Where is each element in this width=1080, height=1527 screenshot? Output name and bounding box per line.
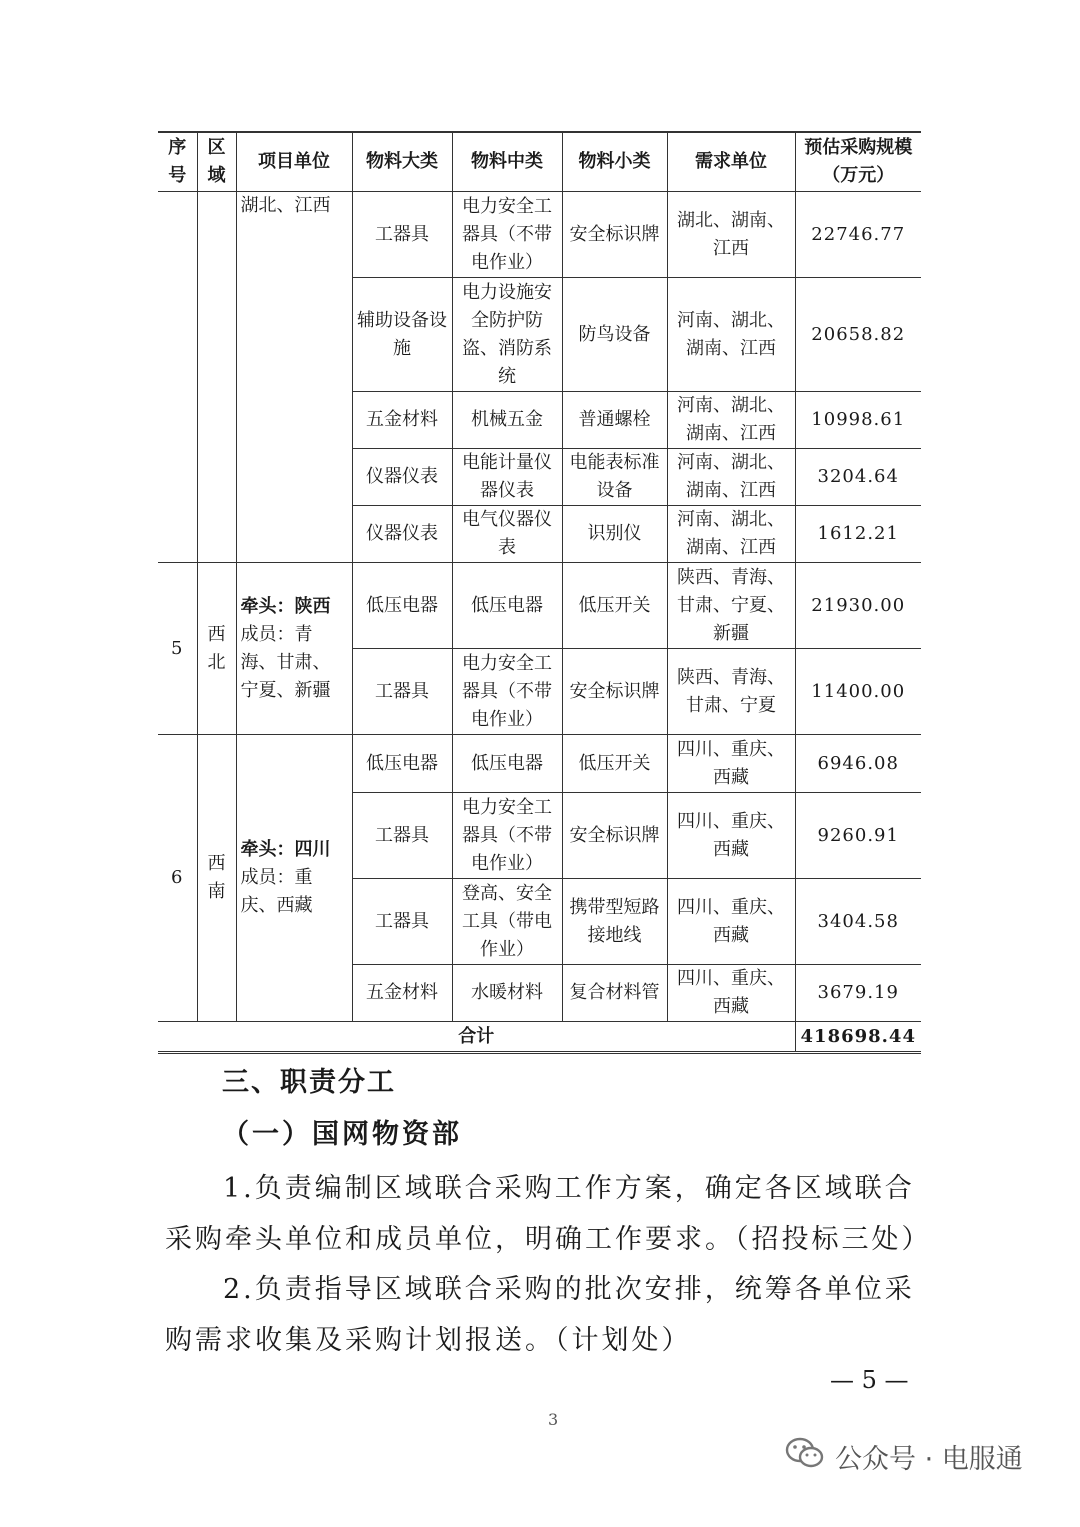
region-cell: 西南: [197, 735, 236, 1022]
small-cell: 电能表标准设备: [562, 449, 667, 506]
demand-cell: 陕西、青海、甘肃、宁夏: [667, 649, 795, 735]
header-cell: 物料大类: [352, 132, 452, 192]
small-cell: 携带型短路接地线: [562, 879, 667, 965]
small-cell: 低压开关: [562, 735, 667, 793]
seq-cell: 5: [158, 563, 197, 735]
cat-cell: 低压电器: [352, 735, 452, 793]
demand-cell: 河南、湖北、湖南、江西: [667, 506, 795, 563]
mid-cell: 电力设施安全防护防盗、消防系统: [452, 278, 562, 392]
wechat-icon: [785, 1436, 825, 1477]
demand-cell: 河南、湖北、湖南、江西: [667, 392, 795, 449]
cat-cell: 工器具: [352, 192, 452, 278]
mid-cell: 电力安全工器具（不带电作业）: [452, 793, 562, 879]
demand-cell: 四川、重庆、西藏: [667, 793, 795, 879]
table-header-row: [158, 132, 921, 192]
page-number: — 5 —: [830, 1366, 909, 1394]
cat-cell: 五金材料: [352, 965, 452, 1022]
mid-cell: 低压电器: [452, 735, 562, 793]
subsection-title: （一）国网物资部: [222, 1119, 462, 1150]
procurement-table: [158, 131, 921, 1054]
amount-cell: 22746.77: [795, 192, 921, 278]
total-label: 合计: [158, 1022, 795, 1053]
mid-cell: 机械五金: [452, 392, 562, 449]
mid-cell: 电能计量仪器仪表: [452, 449, 562, 506]
cat-cell: 辅助设备设施: [352, 278, 452, 392]
amount-cell: 6946.08: [795, 735, 921, 793]
mid-cell: 低压电器: [452, 563, 562, 649]
lead-unit: 牵头：陕西: [240, 595, 331, 617]
region-cell: 西北: [197, 563, 236, 735]
paragraph-2: 2.负责指导区域联合采购的批次安排，统筹各单位采购需求收集及采购计划报送。（计划处）: [165, 1274, 915, 1356]
header-cell: 项目单位: [236, 132, 352, 192]
demand-cell: 河南、湖北、湖南、江西: [667, 278, 795, 392]
table-row: [158, 735, 921, 793]
amount-cell: 1612.21: [795, 506, 921, 563]
mid-cell: 登高、安全工具（带电作业）: [452, 879, 562, 965]
amount-cell: 3204.64: [795, 449, 921, 506]
section-title: 三、职责分工: [222, 1067, 396, 1098]
table-row: [158, 563, 921, 649]
demand-cell: 陕西、青海、甘肃、宁夏、新疆: [667, 563, 795, 649]
cat-cell: 五金材料: [352, 392, 452, 449]
cat-cell: 仪器仪表: [352, 449, 452, 506]
total-row: [158, 1022, 921, 1053]
cat-cell: 低压电器: [352, 563, 452, 649]
total-amount: 418698.44: [795, 1022, 921, 1053]
mid-cell: 电力安全工器具（不带电作业）: [452, 192, 562, 278]
region-cell: [197, 192, 236, 563]
header-cell: 预估采购规模（万元）: [795, 132, 921, 192]
seq-cell: [158, 192, 197, 563]
cat-cell: 工器具: [352, 879, 452, 965]
small-cell: 安全标识牌: [562, 793, 667, 879]
small-cell: 防鸟设备: [562, 278, 667, 392]
table-row: [158, 192, 921, 278]
demand-cell: 四川、重庆、西藏: [667, 965, 795, 1022]
amount-cell: 11400.00: [795, 649, 921, 735]
header-cell: 区域: [197, 132, 236, 192]
small-cell: 安全标识牌: [562, 649, 667, 735]
mid-cell: 电力安全工器具（不带电作业）: [452, 649, 562, 735]
cat-cell: 工器具: [352, 649, 452, 735]
header-cell: 物料小类: [562, 132, 667, 192]
amount-cell: 21930.00: [795, 563, 921, 649]
amount-cell: 10998.61: [795, 392, 921, 449]
small-cell: 复合材料管: [562, 965, 667, 1022]
member-units: 成员：青海、甘肃、宁夏、新疆: [240, 623, 331, 701]
paragraph-1: 1.负责编制区域联合采购工作方案，确定各区域联合采购牵头单位和成员单位，明确工作要求。（招投标三处）: [165, 1173, 932, 1255]
project-unit-cell: [236, 563, 352, 735]
mid-cell: 水暖材料: [452, 965, 562, 1022]
watermark-text: 公众号 · 电服通: [835, 1443, 1023, 1475]
cat-cell: 工器具: [352, 793, 452, 879]
lead-unit: 牵头：四川: [240, 839, 331, 860]
demand-cell: 四川、重庆、西藏: [667, 735, 795, 793]
small-cell: 识别仪: [562, 506, 667, 563]
header-cell: 物料中类: [452, 132, 562, 192]
footer-number: 3: [548, 1410, 559, 1429]
member-units: 成员：重庆、西藏: [240, 867, 313, 916]
header-cell: 需求单位: [667, 132, 795, 192]
amount-cell: 3404.58: [795, 879, 921, 965]
cat-cell: 仪器仪表: [352, 506, 452, 563]
header-cell: 序号: [158, 132, 197, 192]
small-cell: 安全标识牌: [562, 192, 667, 278]
small-cell: 低压开关: [562, 563, 667, 649]
seq-cell: 6: [158, 735, 197, 1022]
project-unit-cell: [236, 735, 352, 1022]
amount-cell: 9260.91: [795, 793, 921, 879]
amount-cell: 20658.82: [795, 278, 921, 392]
watermark: [785, 1436, 1023, 1476]
mid-cell: 电气仪器仪表: [452, 506, 562, 563]
project-unit-cell: 湖北、江西: [236, 192, 352, 563]
amount-cell: 3679.19: [795, 965, 921, 1022]
demand-cell: 湖北、湖南、江西: [667, 192, 795, 278]
demand-cell: 四川、重庆、西藏: [667, 879, 795, 965]
demand-cell: 河南、湖北、湖南、江西: [667, 449, 795, 506]
small-cell: 普通螺栓: [562, 392, 667, 449]
